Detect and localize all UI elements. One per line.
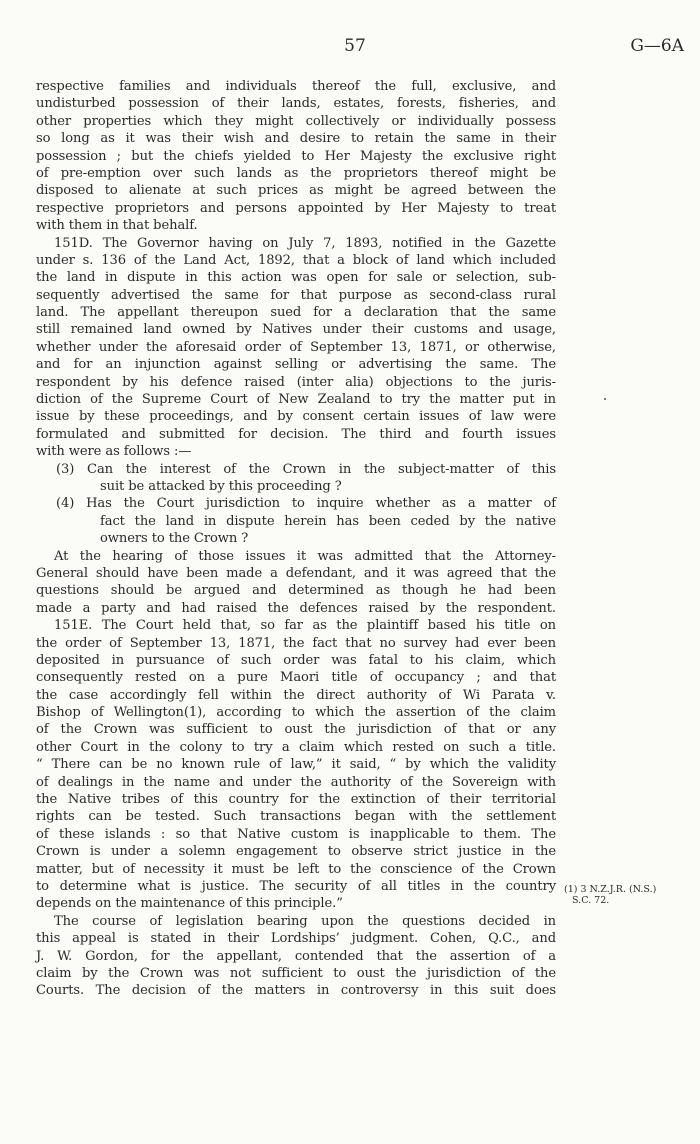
citation-line: (1) 3 N.Z.J.R. (N.S.) bbox=[564, 884, 657, 895]
text-line: formulated and submitted for decision. The third and fourth issues bbox=[36, 426, 556, 442]
text-line: fact the land in dispute herein has been ceded by the native bbox=[100, 513, 556, 529]
text-line: under s. 136 of the Land Act, 1892, that a block of land which included bbox=[36, 252, 556, 268]
body-text bbox=[36, 78, 556, 1000]
page-number: 57 bbox=[344, 36, 366, 56]
text-line: other properties which they might collectively or individually possess bbox=[36, 113, 556, 129]
text-line: claim by the Crown was not sufficient to oust the jurisdiction of the bbox=[36, 965, 556, 981]
text-line: with them in that behalf. bbox=[36, 218, 198, 234]
text-line: respective proprietors and persons appointed by Her Majesty to treat bbox=[36, 200, 556, 216]
text-line: Courts. The decision of the matters in controversy in this suit does bbox=[36, 983, 556, 999]
text-line: with were as follows :— bbox=[36, 444, 192, 460]
text-line: At the hearing of those issues it was admitted that the Attorney- bbox=[54, 548, 556, 564]
text-line: Crown is under a solemn engagement to observe strict justice in the bbox=[36, 844, 556, 860]
text-line: sequently advertised the same for that purpose as second-class rural bbox=[36, 287, 556, 303]
print-speck bbox=[604, 398, 606, 400]
text-line: the Native tribes of this country for the extinction of their territorial bbox=[36, 792, 556, 808]
text-line: of dealings in the name and under the authority of the Sovereign with bbox=[36, 774, 556, 790]
text-line: rights can be tested. Such transactions began with the settlement bbox=[36, 809, 556, 825]
text-line: of the Crown was sufficient to oust the jurisdiction of that or any bbox=[36, 722, 556, 738]
text-line: Bishop of Wellington(1), according to which the assertion of the claim bbox=[36, 705, 556, 721]
text-line: of pre-emption over such lands as the proprietors thereof might be bbox=[36, 165, 556, 181]
text-line: other Court in the colony to try a claim which rested on such a title. bbox=[36, 739, 556, 755]
text-line: to determine what is justice. The security of all titles in the country bbox=[36, 878, 556, 894]
paragraph-151e-start: 151E. The Court held that, so far as the plaintiff based his title on bbox=[54, 618, 556, 634]
text-line: this appeal is stated in their Lordships’ judgment. Cohen, Q.C., and bbox=[36, 931, 556, 947]
margin-citation bbox=[564, 884, 694, 906]
paragraph-151d-start: 151D. The Governor having on July 7, 1893, notified in the Gazette bbox=[54, 235, 556, 251]
text-line: and for an injunction against selling or advertising the same. The bbox=[36, 357, 556, 373]
text-line: still remained land owned by Natives under their customs and usage, bbox=[36, 322, 556, 338]
text-line: matter, but of necessity it must be left to the conscience of the Crown bbox=[36, 861, 556, 877]
text-line: disposed to alienate at such prices as might be agreed between the bbox=[36, 183, 556, 199]
text-line: of these islands : so that Native custom is inapplicable to them. The bbox=[36, 826, 556, 842]
text-line: J. W. Gordon, for the appellant, contended that the assertion of a bbox=[36, 948, 556, 964]
text-line: the order of September 13, 1871, the fact that no survey had ever been bbox=[36, 635, 556, 651]
text-line: diction of the Supreme Court of New Zealand to try the matter put in bbox=[36, 392, 556, 408]
text-line: so long as it was their wish and desire to retain the same in their bbox=[36, 131, 556, 147]
text-line: “ There can be no known rule of law,” it said, “ by which the validity bbox=[36, 757, 556, 773]
text-line: land. The appellant thereupon sued for a declaration that the same bbox=[36, 305, 556, 321]
text-line: possession ; but the chiefs yielded to Her Majesty the exclusive right bbox=[36, 148, 556, 164]
text-line: General should have been made a defendant, and it was agreed that the bbox=[36, 565, 556, 581]
document-reference: G—6A bbox=[630, 36, 684, 56]
text-line: issue by these proceedings, and by consent certain issues of law were bbox=[36, 409, 556, 425]
text-line: whether under the aforesaid order of September 13, 1871, or otherwise, bbox=[36, 339, 556, 355]
text-line: consequently rested on a pure Maori title of occupancy ; and that bbox=[36, 670, 556, 686]
issue-4: (4) Has the Court jurisdiction to inquire whether as a matter of bbox=[56, 496, 556, 512]
text-line: questions should be argued and determined as though he had been bbox=[36, 583, 556, 599]
text-line: deposited in pursuance of such order was fatal to his claim, which bbox=[36, 652, 556, 668]
issue-3: (3) Can the interest of the Crown in the subject-matter of this bbox=[56, 461, 556, 477]
text-line: the land in dispute in this action was open for sale or selection, sub- bbox=[36, 270, 556, 286]
text-line: the case accordingly fell within the direct authority of Wi Parata v. bbox=[36, 687, 556, 703]
text-line: depends on the maintenance of this principle.” bbox=[36, 896, 343, 912]
text-line: made a party and had raised the defences raised by the respondent. bbox=[36, 600, 556, 616]
text-line: respective families and individuals thereof the full, exclusive, and bbox=[36, 79, 556, 94]
citation-line: S.C. 72. bbox=[572, 895, 610, 906]
text-line: suit be attacked by this proceeding ? bbox=[100, 478, 342, 494]
text-line: respondent by his defence raised (inter alia) objections to the juris- bbox=[36, 374, 556, 390]
text-line: undisturbed possession of their lands, estates, forests, fisheries, and bbox=[36, 96, 556, 112]
text-line: owners to the Crown ? bbox=[100, 531, 249, 547]
text-line: The course of legislation bearing upon the questions decided in bbox=[54, 913, 556, 929]
